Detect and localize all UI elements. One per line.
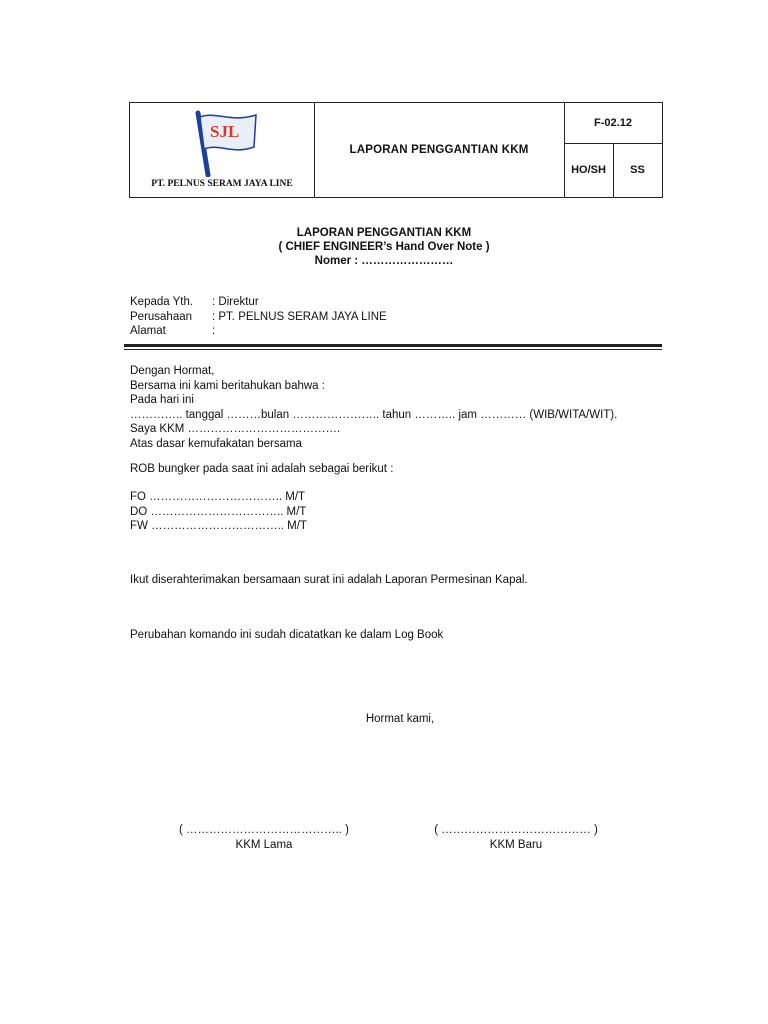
header-table bbox=[129, 102, 663, 198]
bunker-list bbox=[130, 490, 307, 534]
address-value: : Direktur bbox=[212, 296, 259, 308]
document-subtitle: ( CHIEF ENGINEER’s Hand Over Note ) bbox=[278, 241, 490, 253]
header-title: LAPORAN PENGGANTIAN KKM bbox=[349, 144, 529, 156]
rob-statement: ROB bungker pada saat ini adalah sebagai berikut : bbox=[130, 463, 394, 475]
address-row bbox=[130, 295, 387, 310]
bunker-do: DO …………………………….. M/T bbox=[130, 505, 307, 518]
letter-line: ………….. tanggal ………bulan ………………….. tahun ……….. jam ………… (WIB/WITA/WIT). bbox=[130, 408, 618, 421]
letter-line: Bersama ini kami beritahukan bahwa : bbox=[130, 379, 325, 392]
ss-cell: SS bbox=[630, 164, 645, 176]
closing: Hormat kami, bbox=[365, 713, 435, 725]
bunker-fo: FO …………………………….. M/T bbox=[130, 491, 306, 503]
document-number: Nomer : …………………… bbox=[314, 255, 454, 267]
address-block bbox=[130, 295, 387, 339]
address-label: Kepada Yth. bbox=[130, 296, 194, 308]
greeting: Dengan Hormat, bbox=[130, 365, 215, 377]
signature-label: KKM Lama bbox=[235, 838, 293, 851]
header-title-cell bbox=[314, 103, 565, 197]
form-code: F-02.12 bbox=[564, 103, 662, 144]
address-row bbox=[130, 324, 387, 339]
document-title: LAPORAN PENGGANTIAN KKM bbox=[296, 227, 472, 239]
address-label: Alamat bbox=[130, 325, 166, 337]
bunker-fw: FW …………………………….. M/T bbox=[130, 520, 307, 532]
paragraph-handover: Ikut diserahterimakan bersamaan surat ini adalah Laporan Permesinan Kapal. bbox=[130, 574, 528, 586]
address-row bbox=[130, 310, 387, 325]
letter-intro bbox=[130, 364, 617, 451]
address-value: : bbox=[212, 325, 216, 337]
company-name: PT. PELNUS SERAM JAYA LINE bbox=[151, 179, 293, 189]
signature-line: ( ………………………………….. ) bbox=[179, 824, 349, 836]
logo-text: SJL bbox=[210, 122, 240, 141]
logo-cell bbox=[130, 103, 315, 197]
address-label: Perusahaan bbox=[130, 310, 193, 323]
letter-line: Atas dasar kemufakatan bersama bbox=[130, 437, 302, 450]
signature-right bbox=[392, 823, 640, 852]
divider-rule bbox=[124, 344, 662, 352]
signature-line: ( ………………………………… ) bbox=[434, 824, 598, 836]
hosh-cell: HO/SH bbox=[564, 143, 614, 197]
sjl-flag-logo-icon bbox=[186, 107, 258, 177]
letter-line: Saya KKM …………………………………. bbox=[130, 423, 341, 435]
address-value: : PT. PELNUS SERAM JAYA LINE bbox=[212, 310, 387, 323]
signature-left bbox=[150, 823, 378, 852]
document-title-block bbox=[0, 226, 768, 268]
paragraph-logbook: Perubahan komando ini sudah dicatatkan ke dalam Log Book bbox=[130, 629, 444, 641]
signature-label: KKM Baru bbox=[489, 838, 543, 851]
letter-line: Pada hari ini bbox=[130, 394, 194, 406]
